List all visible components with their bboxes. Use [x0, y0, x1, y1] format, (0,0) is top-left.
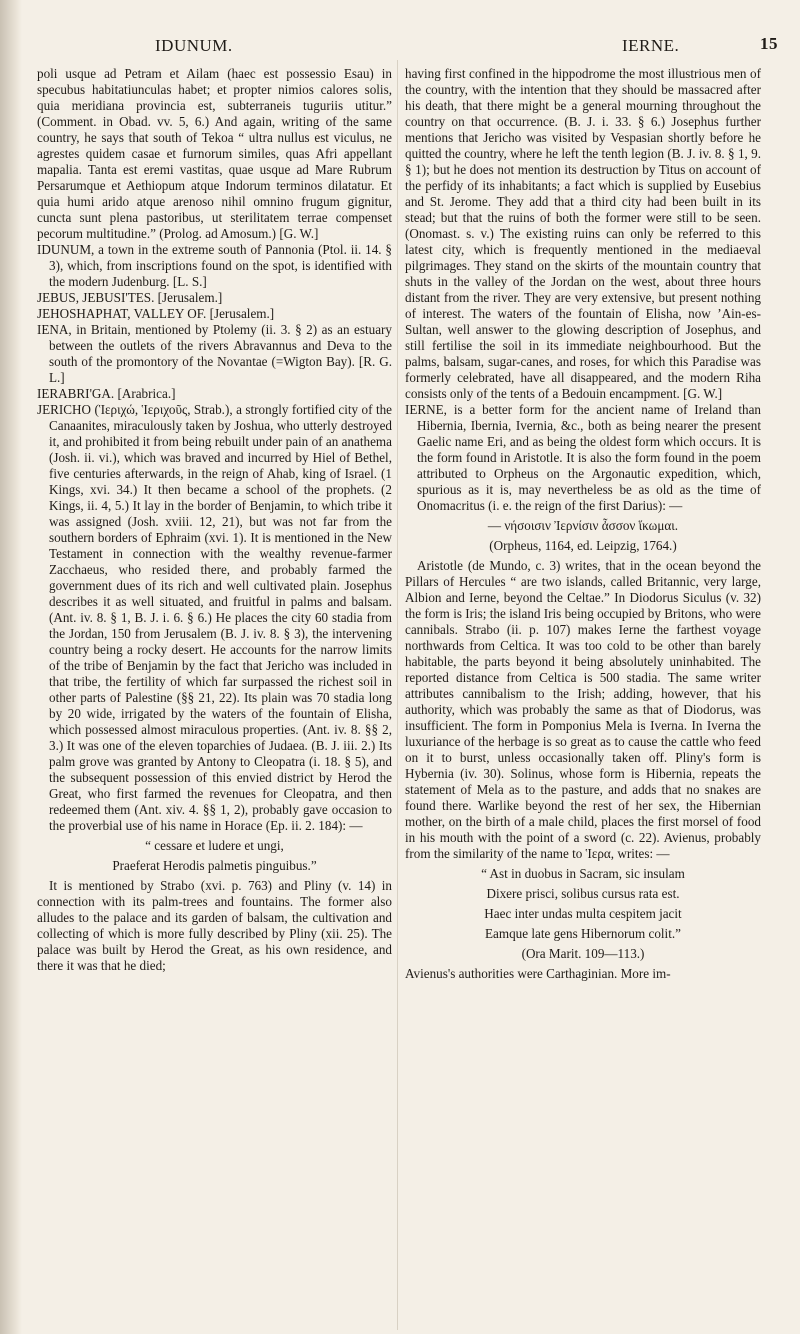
page-number: 15: [760, 34, 778, 53]
paragraph-avienus-authorities: Avienus's authorities were Carthaginian. More im-: [405, 966, 671, 981]
paragraph-jericho-continued: having first confined in the hippodrome the most illustrious men of the country, with the intention that they should be massacred after his death, that there might be a general mourning throughout the country on that occurrence. (B. J. i. 33. § 6.) Josephus further mentions that Jericho was visited by Vespasian shortly before he quitted the country, where he left the tenth legion (B. J. iv. 8. § 1, 9. § 1); but he does not mention its destruction by Titus on account of the perfidy of its inhabitants; a fact which is supplied by Eusebius and St. Jerome. They add that a third city had been built in its stead; but that the ruins of both the former were still to be seen. (Onomast. s. v.) The existing ruins can only be referred to this latest city, which is frequently mentioned in the mediaeval pilgrimages. They stand on the skirts of the mountain country that shuts in the valley of the Jordan on the west, about three hours distant from the river. They are very extensive, but present nothing of interest. The waters of the fountain of Elisha, now ’Ain-es-Sultan, well answer to the glowing description of Josephus, and still fertilise the soil in its immediate neighbourhood. But the palms, balsam, sugar-canes, and roses, for which this Paradise was formerly celebrated, have all disappeared, and the modern Riha consists only of the tents of a Bedouin encampment. [G. W.]: [405, 66, 761, 401]
avienus-quote-line-2: Dixere prisci, solibus cursus rata est.: [486, 886, 680, 901]
entry-jericho: JERICHO (Ἱεριχώ, Ἱεριχοῦς, Strab.), a strongly fortified city of the Canaanites, miraculously taken by Joshua, who utterly destroyed it, and prohibited it from being rebuilt under pain of an anathema (Josh. ii. vi.), which was braved and incurred by Hiel of Bethel, five centuries afterwards, in the reign of Ahab, king of Israel. (1 Kings, xvi. 34.) It then became a school of the prophets. (2 Kings, ii. 4, 5.) It lay in the border of Benjamin, to which tribe it was assigned (Josh. xviii. 12, 21), but was not far from the southern borders of Ephraim (xvi. 1). It is mentioned in the New Testament in connection with the wealthy revenue-farmer Zacchaeus, who resided there, and probably farmed the government dues of its rich and well cultivated plain. Josephus describes it as well situated, and fruitful in palms and balsam. (Ant. iv. 8. § 1, B. J. i. 6. § 6.) He places the city 60 stadia from the Jordan, 150 from Jerusalem (B. J. iv. 8. § 3), the intervening country being a rocky desert. He accounts for the narrow limits of the tribe of Benjamin by the fact that Jericho was included in that tribe, the fertility of which far surpassed the richest soil in other parts of Palestine (§§ 21, 22). Its plain was 70 stadia long by 20 wide, irrigated by the waters of the fountain of Elisha, which possessed almost miraculous properties. (Ant. iv. 8. §§ 2, 3.) It was one of the eleven toparchies of Judaea. (B. J. iii. 2.) Its palm grove was granted by Antony to Cleopatra (i. 18. § 5), and the subsequent possession of this envied district by Herod the Great, who first farmed the revenues for Cleopatra, and then redeemed them (Ant. xiv. 4. §§ 1, 2), probably gave occasion to the proverbial use of his name in Horace (Ep. ii. 2. 184): —: [37, 402, 392, 833]
paragraph-obadiah-comment: poli usque ad Petram et Ailam (haec est possessio Esau) in specubus habitatiunculas habet; et propter nimios calores solis, quia meridiana provincia est, subterraneis tuguriis utitur.” (Comment. in Obad. vv. 5, 6.) And again, writing of the same country, he says that south of Tekoa “ ultra nullus est viculus, ne agrestes quidem casae et furnorum similes, quas Afri appellant mapalia. Tanta est eremi vastitas, quae usque ad Mare Rubrum Persarumque et Aethiopum atque Indorum terminos dilatatur. Et quia humi arido atque arenoso nihil omnino frugum gignitur, cuncta sunt plena pastoribus, ut sterilitatem terrae compenset pecorum multitudine.” (Prolog. ad Amosum.) [G. W.]: [37, 66, 392, 241]
orpheus-greek-quote: — νήσοισιν Ἰερνίσιν ἆσσον ἵκωμαι.: [487, 518, 679, 533]
orpheus-citation: (Orpheus, 1164, ed. Leipzig, 1764.): [489, 538, 677, 553]
right-column: [405, 66, 761, 982]
page-binding-shadow: [0, 0, 22, 1334]
entry-idunum: IDUNUM, a town in the extreme south of Pannonia (Ptol. ii. 14. § 3), which, from inscriptions found on the spot, is identified with the modern Judenburg. [L. S.]: [37, 242, 392, 289]
column-divider: [397, 60, 398, 1330]
entry-jebus: JEBUS, JEBUSI'TES. [Jerusalem.]: [37, 290, 223, 305]
entry-ierne: IERNE, is a better form for the ancient name of Ireland than Hibernia, Ibernia, Ivernia, &c., both as being nearer the present Gaelic name Eri, and as being the oldest form which occurs. It is the form found in Aristotle. It is also the form found in the poem attributed to Orpheus on the Argonautic expedition, which, spurious as it is, may nevertheless be as old as the time of Onomacritus (i. e. the reign of the first Darius): —: [405, 402, 761, 513]
horace-quote-line-1: “ cessare et ludere et ungi,: [145, 838, 284, 853]
entry-jehoshaphat: JEHOSHAPHAT, VALLEY OF. [Jerusalem.]: [37, 306, 275, 321]
horace-quote-line-2: Praeferat Herodis palmetis pinguibus.”: [112, 858, 317, 873]
avienus-quote-line-3: Haec inter undas multa cespitem jacit: [484, 906, 682, 921]
left-running-title: IDUNUM.: [155, 36, 233, 55]
paragraph-aristotle: Aristotle (de Mundo, c. 3) writes, that in the ocean beyond the Pillars of Hercules “ are two islands, called Britannic, very large, Albion and Ierne, beyond the Celtae.” In Diodorus Siculus (v. 32) the form is Iris; the island Iris being occupied by Britons, who were cannibals. Strabo (ii. p. 107) makes Ierne the farthest voyage northwards from Celtica. It was too cold to be other than barely habitable, the parts beyond it being absolutely uninhabited. The reported distance from Celtica is 500 stadia. The same writer attributes cannibalism to the Irish; adding, however, that his authority, which was probably the same as that of Diodorus, was insufficient. The form in Pomponius Mela is Iverna. In Iverna the luxuriance of the herbage is so great as to cause the cattle who feed on it to burst, unless occasionally taken off. Pliny's form is Hybernia (iv. 30). Solinus, whose form is Hibernia, repeats the statement of Mela as to the pasture, and adds that no snakes are found there. Warlike beyond the rest of her sex, the Hibernian mother, on the birth of a male child, places the first morsel of food in his mouth with the point of a sword (c. 22). Avienus, probably from the similarity of the name to Ἱερα, writes: —: [405, 558, 761, 861]
entry-iena: IENA, in Britain, mentioned by Ptolemy (ii. 3. § 2) as an estuary between the outlets of the rivers Abravannus and Deva to the south of the promontory of the Novantae (=Wigton Bay). [R. G. L.]: [37, 322, 392, 385]
running-header: [0, 36, 800, 60]
right-running-title: IERNE.: [622, 36, 680, 55]
avienus-quote-line-1: “ Ast in duobus in Sacram, sic insulam: [481, 866, 685, 881]
entry-ierabriga: IERABRI'GA. [Arabrica.]: [37, 386, 176, 401]
avienus-citation: (Ora Marit. 109—113.): [521, 946, 645, 961]
paragraph-strabo-pliny: It is mentioned by Strabo (xvi. p. 763) and Pliny (v. 14) in connection with its palm-trees and fountains. The former also alludes to the palace and its garden of balsam, the cultivation and collecting of which is more fully described by Pliny (xii. 25). The palace was built by Herod the Great, as his own residence, and there it was that he died;: [37, 878, 392, 973]
left-column: [37, 66, 392, 974]
avienus-quote-line-4: Eamque late gens Hibernorum colit.”: [485, 926, 681, 941]
